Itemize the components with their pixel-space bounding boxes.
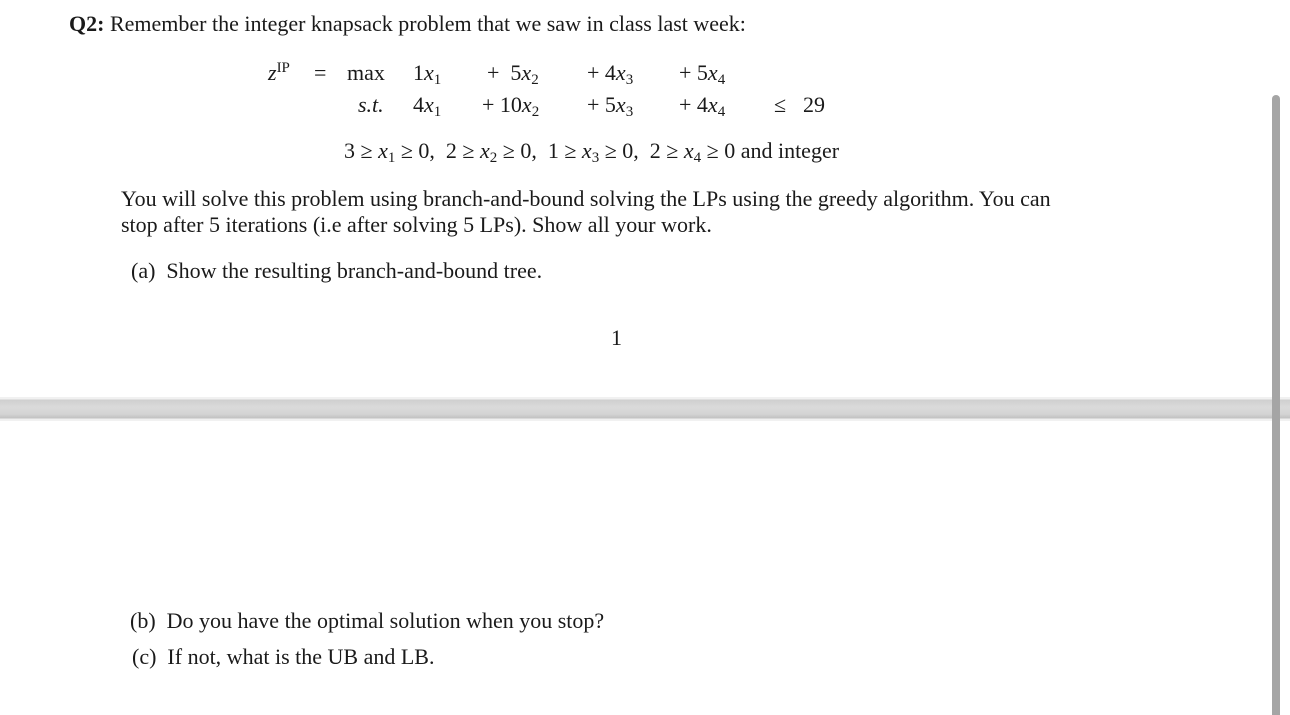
- part-b: [130, 608, 604, 634]
- page-2: [0, 421, 1290, 701]
- max-keyword: max: [347, 60, 385, 85]
- question-intro: Remember the integer knapsack problem that we saw in class last week:: [109, 11, 746, 36]
- st-keyword: s.t.: [358, 92, 384, 117]
- paragraph-line-2: stop after 5 iterations (i.e after solving 5 LPs). Show all your work.: [121, 212, 712, 237]
- scrollbar-thumb[interactable]: [1272, 95, 1280, 715]
- objective-term-2: + $5x_2$: [487, 60, 539, 88]
- constraint-relation: ≤: [774, 92, 787, 117]
- constraint-term-1: $4x_1$: [413, 92, 442, 120]
- constraint-term-3: + $5x_3$: [587, 92, 634, 120]
- constraint-term-4: + $4x_4$: [679, 92, 726, 120]
- part-c: [132, 644, 434, 670]
- bounds-row: $3 \ge x_1 \ge 0$, $2 \ge x_2 \ge 0$, $1 \ge x_3 \ge 0$, $2 \ge x_4 \ge 0$ and integer: [344, 138, 840, 166]
- part-a-text: Show the resulting branch-and-bound tree.: [166, 258, 543, 283]
- part-c-label: (c): [132, 644, 157, 669]
- part-b-text: Do you have the optimal solution when you stop?: [166, 608, 605, 633]
- part-a-label: (a): [131, 258, 156, 283]
- equals-sign: =: [314, 60, 327, 85]
- objective-term-4: + $5x_4$: [679, 60, 726, 88]
- page-number: 1: [611, 325, 622, 350]
- part-c-text: If not, what is the UB and LB.: [167, 644, 435, 669]
- question-label: Q2:: [69, 11, 105, 36]
- question-heading: [69, 11, 746, 37]
- objective-term-3: + $4x_3$: [587, 60, 634, 88]
- objective-term-1: $1x_1$: [413, 60, 442, 88]
- page-separator: [0, 397, 1290, 422]
- constraint-rhs: 29: [803, 92, 825, 117]
- constraint-term-2: + $10x_2$: [482, 92, 540, 120]
- z-ip: $z^{IP}$: [268, 60, 290, 85]
- part-a: [131, 258, 542, 284]
- part-b-label: (b): [130, 608, 156, 633]
- paragraph-line-1: You will solve this problem using branch-and-bound solving the LPs using the greedy algorithm. You can: [121, 186, 1051, 211]
